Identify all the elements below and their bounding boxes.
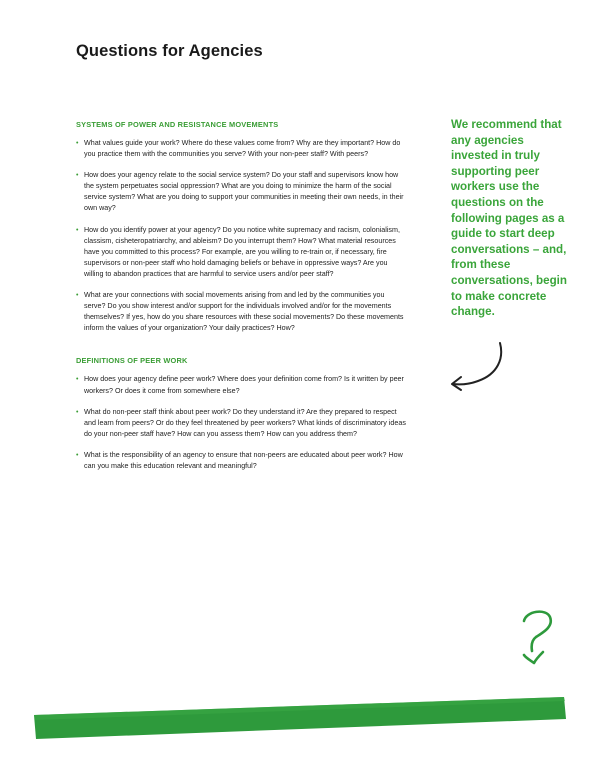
green-stripe <box>30 693 568 743</box>
question-mark-icon <box>514 607 560 667</box>
hand-drawn-arrow-icon <box>448 340 510 392</box>
question-list-definitions <box>76 374 406 472</box>
list-item: • What do non-peer staff think about peer work? Do they understand it? Are they prepared to respect and learn from peers? Or do they feel threatened by peer workers? What kinds of discriminatory ideas do your non-peer staff have? How can you assess them? How can you address them? <box>76 407 406 440</box>
section-heading-power: SYSTEMS OF POWER AND RESISTANCE MOVEMENTS <box>76 120 279 129</box>
list-item: • What are your connections with social movements arising from and led by the communities you serve? Do you show interest and/or support for the individuals involved and/or for the movements themselves? If yes, how do you share resources with these social movements? Do these movements inform the values of your organization? Your daily practices? How? <box>76 290 406 334</box>
list-item: • How does your agency define peer work? Where does your definition come from? Is it written by peer workers? Or does it come from somewhere else? <box>76 374 406 396</box>
section-heading-definitions: DEFINITIONS OF PEER WORK <box>76 356 188 366</box>
list-item: • What values guide your work? Where do these values come from? Why are they important? How do you practice them with the communities you serve? With your non-peer staff? With peers? <box>76 138 406 160</box>
list-item: • How do you identify power at your agency? Do you notice white supremacy and racism, colonialism, classism, cisheteropatriarchy, and ableism? Do you interrupt them? How? What material resources have you committed to this process? For example, are you willing to re-train or, if necessary, fire supervisors or non-peer staff who hold damaging beliefs or behave in oppressive ways? Are you willing to abandon practices that are harmful to service users and/or peer staff? <box>76 225 406 280</box>
list-item: • What is the responsibility of an agency to ensure that non-peers are educated about peer work? How can you make this education relevant and meaningful? <box>76 450 406 472</box>
page-title: Questions for Agencies <box>76 42 263 60</box>
questions-content <box>76 120 406 482</box>
question-list-power <box>76 138 406 334</box>
list-item: • How does your agency relate to the social service system? Do your staff and supervisors know how the system perpetuates social oppression? What are you doing to minimize the harm of the social service system? What are you doing to support your communities in meeting their own needs, in their own way? <box>76 170 406 214</box>
sidenote: We recommend that any agencies invested in truly supporting peer workers use the questions on the following pages as a guide to start deep conversations – and, from these conversations, begin to make concrete change. <box>451 118 567 319</box>
